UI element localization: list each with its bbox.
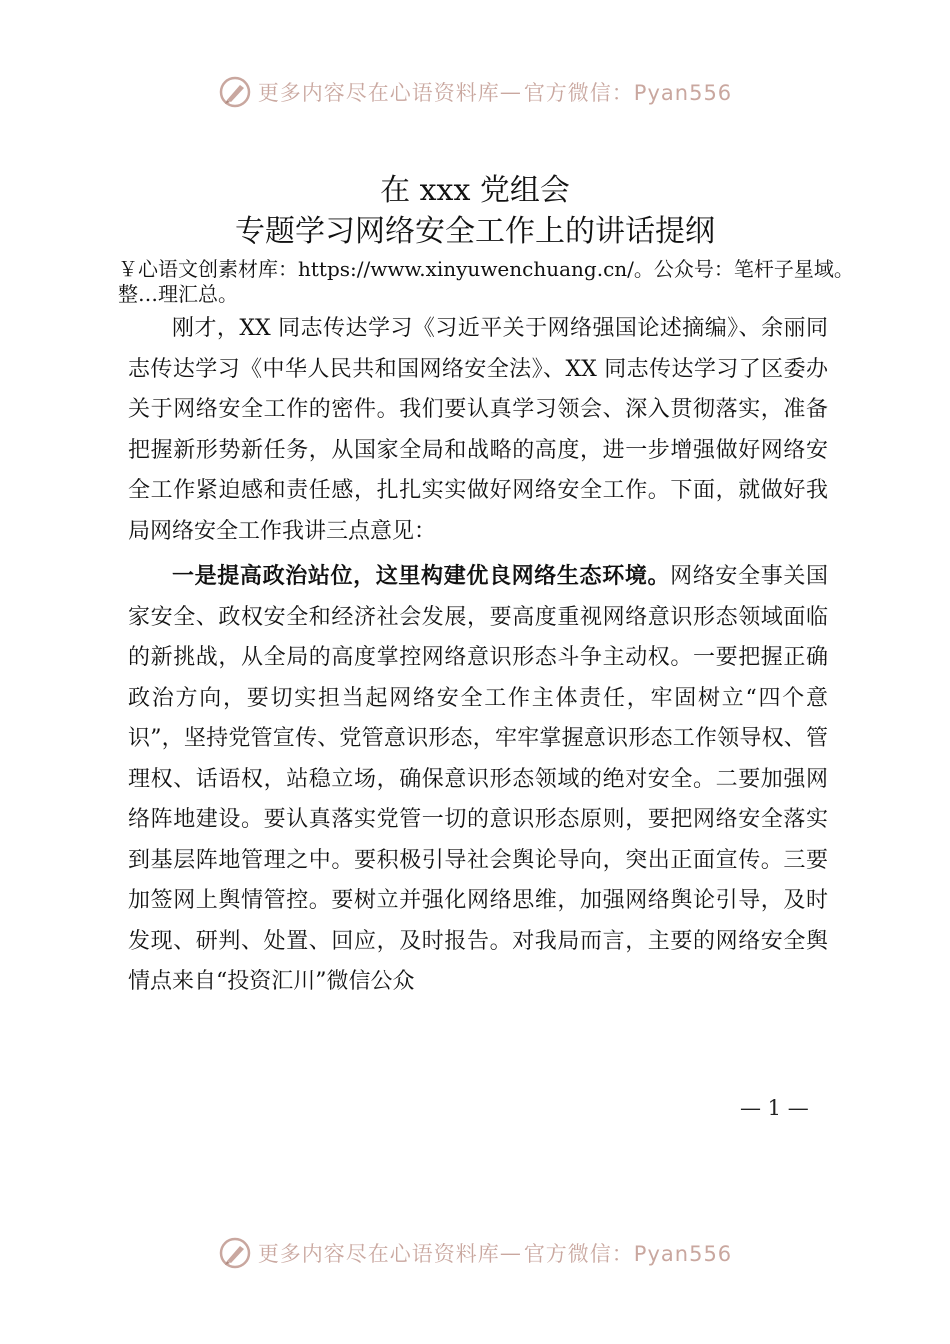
body-paragraph-2 — [128, 557, 828, 1003]
paragraph-text: 网络安全事关国家安全、政权安全和经济社会发展，要高度重视网络意识形态领域面临的新挑战，从全局的高度掌控网络意识形态斗争主动权。一要把握正确政治方向，要切实担当起网络安全工作主体责任，牢固树立“四个意识”，坚持党管宣传、党管意识形态，牢牢掌握意识形态工作领导权、管理权、话语权，站稳立场，确保意识形态领域的绝对安全。二要加强网络阵地建设。要认真落实党管一切的意识形态原则，要把网络安全落实到基层阵地管理之中。要积极引导社会舆论导向，突出正面宣传。三要加签网上舆情管控。要树立并强化网络思维，加强网络舆论引导，及时发现、研判、处置、回应，及时报告。对我局而言，主要的网络安全舆情点来自“投资汇川”微信公众 — [128, 564, 828, 994]
body-paragraph-1 — [128, 309, 828, 552]
source-note: ￥心语文创素材库：https://www.xinyuwenchuang.cn/。公众号：笔杆子星域。整…理汇总。 — [118, 257, 854, 306]
watermark-wechat: 官方微信：Pyan556 — [523, 81, 733, 105]
watermark-text: 更多内容尽在心语资料库 — [257, 81, 500, 105]
watermark-dash: — — [499, 80, 522, 104]
watermark-banner-top — [0, 72, 950, 112]
paragraph-lead-heading: 一是提高政治站位，这里构建优良网络生态环境。 — [172, 564, 671, 589]
pen-logo-icon — [218, 1236, 252, 1270]
paragraph-text: 刚才，XX 同志传达学习《习近平关于网络强国论述摘编》、余丽同志传达学习《中华人民共和国网络安全法》、XX 同志传达学习了区委办关于网络安全工作的密件。我们要认真学习领会、深入贯彻落实，准备把握新形势新任务，从国家全局和战略的高度，进一步增强做好网络安全工作紧迫感和责任感，扎扎实实做好网络安全工作。下面，就做好我局网络安全工作我讲三点意见： — [128, 316, 828, 544]
document-title-line2: 专题学习网络安全工作上的讲话提纲 — [235, 214, 715, 249]
document-title-line1: 在 xxx 党组会 — [380, 173, 570, 208]
page-number: — 1 — — [740, 1096, 809, 1120]
watermark-banner-bottom — [0, 1233, 950, 1273]
pen-logo-icon — [218, 75, 252, 109]
watermark-wechat: 官方微信：Pyan556 — [523, 1242, 733, 1266]
watermark-dash: — — [499, 1241, 522, 1265]
watermark-text: 更多内容尽在心语资料库 — [257, 1242, 500, 1266]
